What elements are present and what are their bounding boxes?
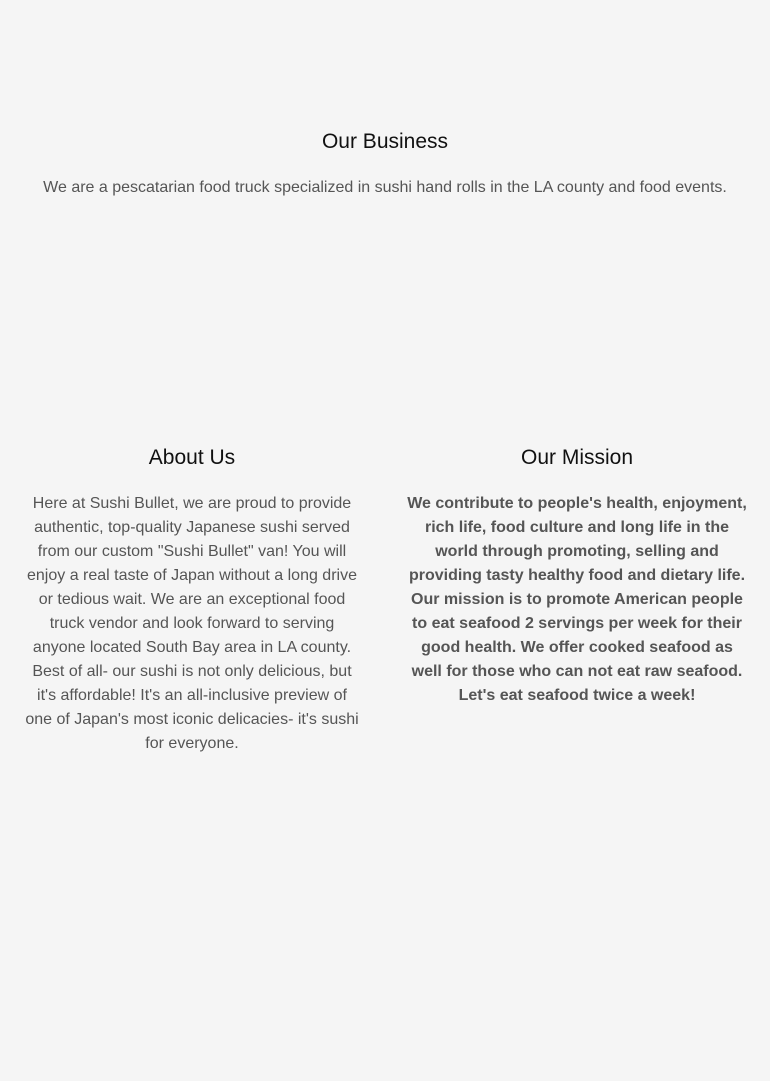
- about-us-heading: About Us: [148, 446, 236, 469]
- our-business-section: [0, 126, 770, 200]
- about-us-section: [22, 442, 362, 756]
- our-mission-paragraph-1: We contribute to people's health, enjoyment, rich life, food culture and long life in the world through promoting, selling and providing tasty healthy food and dietary life.: [407, 495, 747, 584]
- our-business-description: We are a pescatarian food truck specialized in sushi hand rolls in the LA county and food events.: [43, 179, 727, 196]
- our-mission-section: [405, 442, 749, 708]
- our-mission-paragraph-2: Our mission is to promote American people to eat seafood 2 servings per week for their good health. We offer cooked seafood as well for those who can not eat raw seafood. Let's eat seafood twice a week!: [411, 591, 743, 704]
- our-mission-heading: Our Mission: [520, 446, 634, 469]
- our-business-heading: Our Business: [321, 130, 449, 153]
- about-us-body: Here at Sushi Bullet, we are proud to provide authentic, top-quality Japanese sushi served from our custom "Sushi Bullet" van! You will enjoy a real taste of Japan without a long drive or tedious wait. We are an exceptional food truck vendor and look forward to serving anyone located South Bay area in LA county. Best of all- our sushi is not only delicious, but it's affordable! It's an all-inclusive preview of one of Japan's most iconic delicacies- it's sushi for everyone.: [25, 495, 359, 752]
